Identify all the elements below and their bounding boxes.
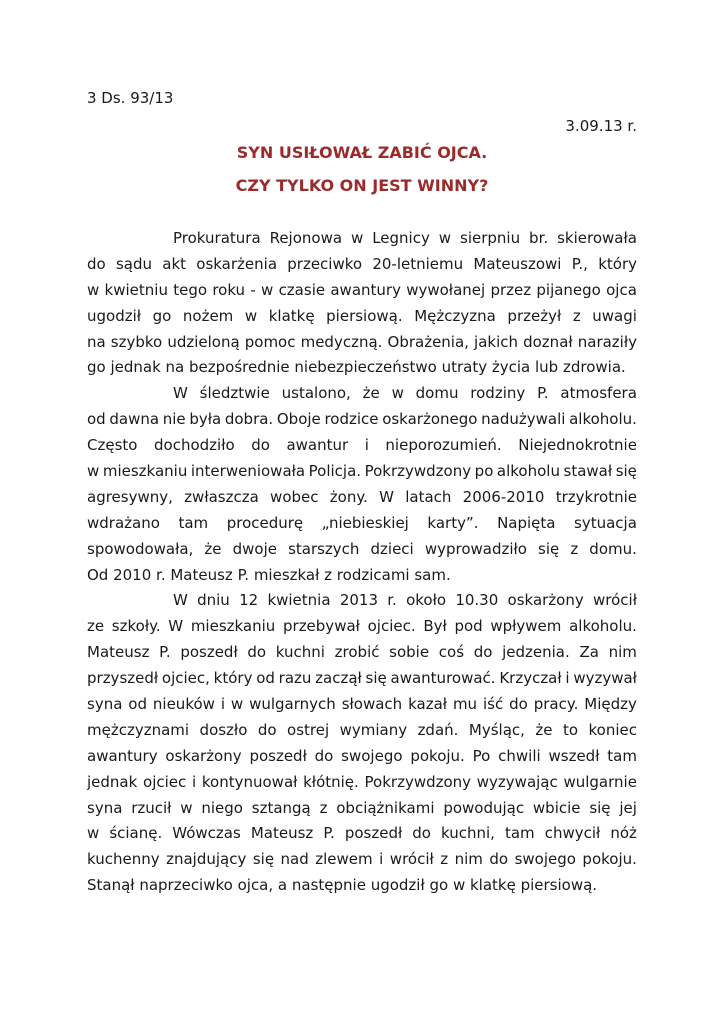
text-line: ugodził go nożem w klatkę piersiową. Mężczyzna przeżył z uwagi	[87, 306, 637, 325]
headline-line-1: SYN USIŁOWAŁ ZABIĆ OJCA.	[236, 143, 488, 162]
paragraph-1	[87, 226, 637, 381]
text-line: od dawna nie była dobra. Oboje rodzice oskarżonego nadużywali alkoholu.	[87, 410, 637, 429]
text-line: Mateusz P. poszedł do kuchni zrobić sobie coś do jedzenia. Za nim	[87, 643, 637, 662]
article-body	[87, 226, 637, 899]
text-line: w ścianę. Wówczas Mateusz P. poszedł do kuchni, tam chwycił nóż	[87, 824, 637, 843]
text-line: na szybko udzieloną pomoc medyczną. Obrażenia, jakich doznał naraziły	[87, 332, 637, 351]
text-line: wdrażano tam procedurę „niebieskiej karty”. Napięta sytuacja	[87, 513, 637, 532]
text-line: syna od nieuków i w wulgarnych słowach kazał mu iść do pracy. Między	[87, 695, 637, 714]
text-line: agresywny, zwłaszcza wobec żony. W latach 2006-2010 trzykrotnie	[87, 487, 637, 506]
text-line: go jednak na bezpośrednie niebezpieczeństwo utraty życia lub zdrowia.	[87, 358, 626, 377]
text-line: Prokuratura Rejonowa w Legnicy w sierpniu br. skierowała	[173, 229, 637, 247]
text-line: jednak ojciec i kontynuował kłótnię. Pokrzywdzony wyzywając wulgarnie	[87, 772, 637, 791]
document-date: 3.09.13 r.	[565, 117, 637, 135]
case-number: 3 Ds. 93/13	[87, 89, 174, 107]
text-line: spowodowała, że dwoje starszych dzieci wyprowadziło się z domu.	[87, 539, 637, 558]
text-line: syna rzucił w niego sztangą z obciążnikami powodując wbicie się jej	[87, 798, 637, 817]
text-line: Od 2010 r. Mateusz P. mieszkał z rodzicami sam.	[87, 565, 451, 584]
text-line: przyszedł ojciec, który od razu zaczął się awanturować. Krzyczał i wyzywał	[87, 669, 637, 688]
text-line: W dniu 12 kwietnia 2013 r. około 10.30 oskarżony wrócił	[173, 591, 637, 610]
text-line: Często dochodziło do awantur i nieporozumień. Niejednokrotnie	[87, 436, 637, 455]
text-line: w kwietniu tego roku - w czasie awantury wywołanej przez pijanego ojca	[87, 280, 637, 299]
headline-line-2: CZY TYLKO ON JEST WINNY?	[235, 176, 489, 195]
text-line: kuchenny znajdujący się nad zlewem i wrócił z nim do swojego pokoju.	[87, 850, 637, 869]
text-line: w mieszkaniu interweniowała Policja. Pokrzywdzony po alkoholu stawał się	[87, 462, 637, 481]
text-line: ze szkoły. W mieszkaniu przebywał ojciec. Był pod wpływem alkoholu.	[87, 617, 637, 636]
text-line: do sądu akt oskarżenia przeciwko 20-letniemu Mateuszowi P., który	[87, 254, 637, 273]
paragraph-3	[87, 588, 637, 899]
text-line: awantury oskarżony poszedł do swojego pokoju. Po chwili wszedł tam	[87, 746, 637, 765]
text-line: Stanął naprzeciwko ojca, a następnie ugodził go w klatkę piersiową.	[87, 876, 598, 895]
paragraph-2	[87, 381, 637, 588]
text-line: mężczyznami doszło do ostrej wymiany zdań. Myśląc, że to koniec	[87, 720, 637, 739]
text-line: W śledztwie ustalono, że w domu rodziny P. atmosfera	[173, 384, 637, 403]
